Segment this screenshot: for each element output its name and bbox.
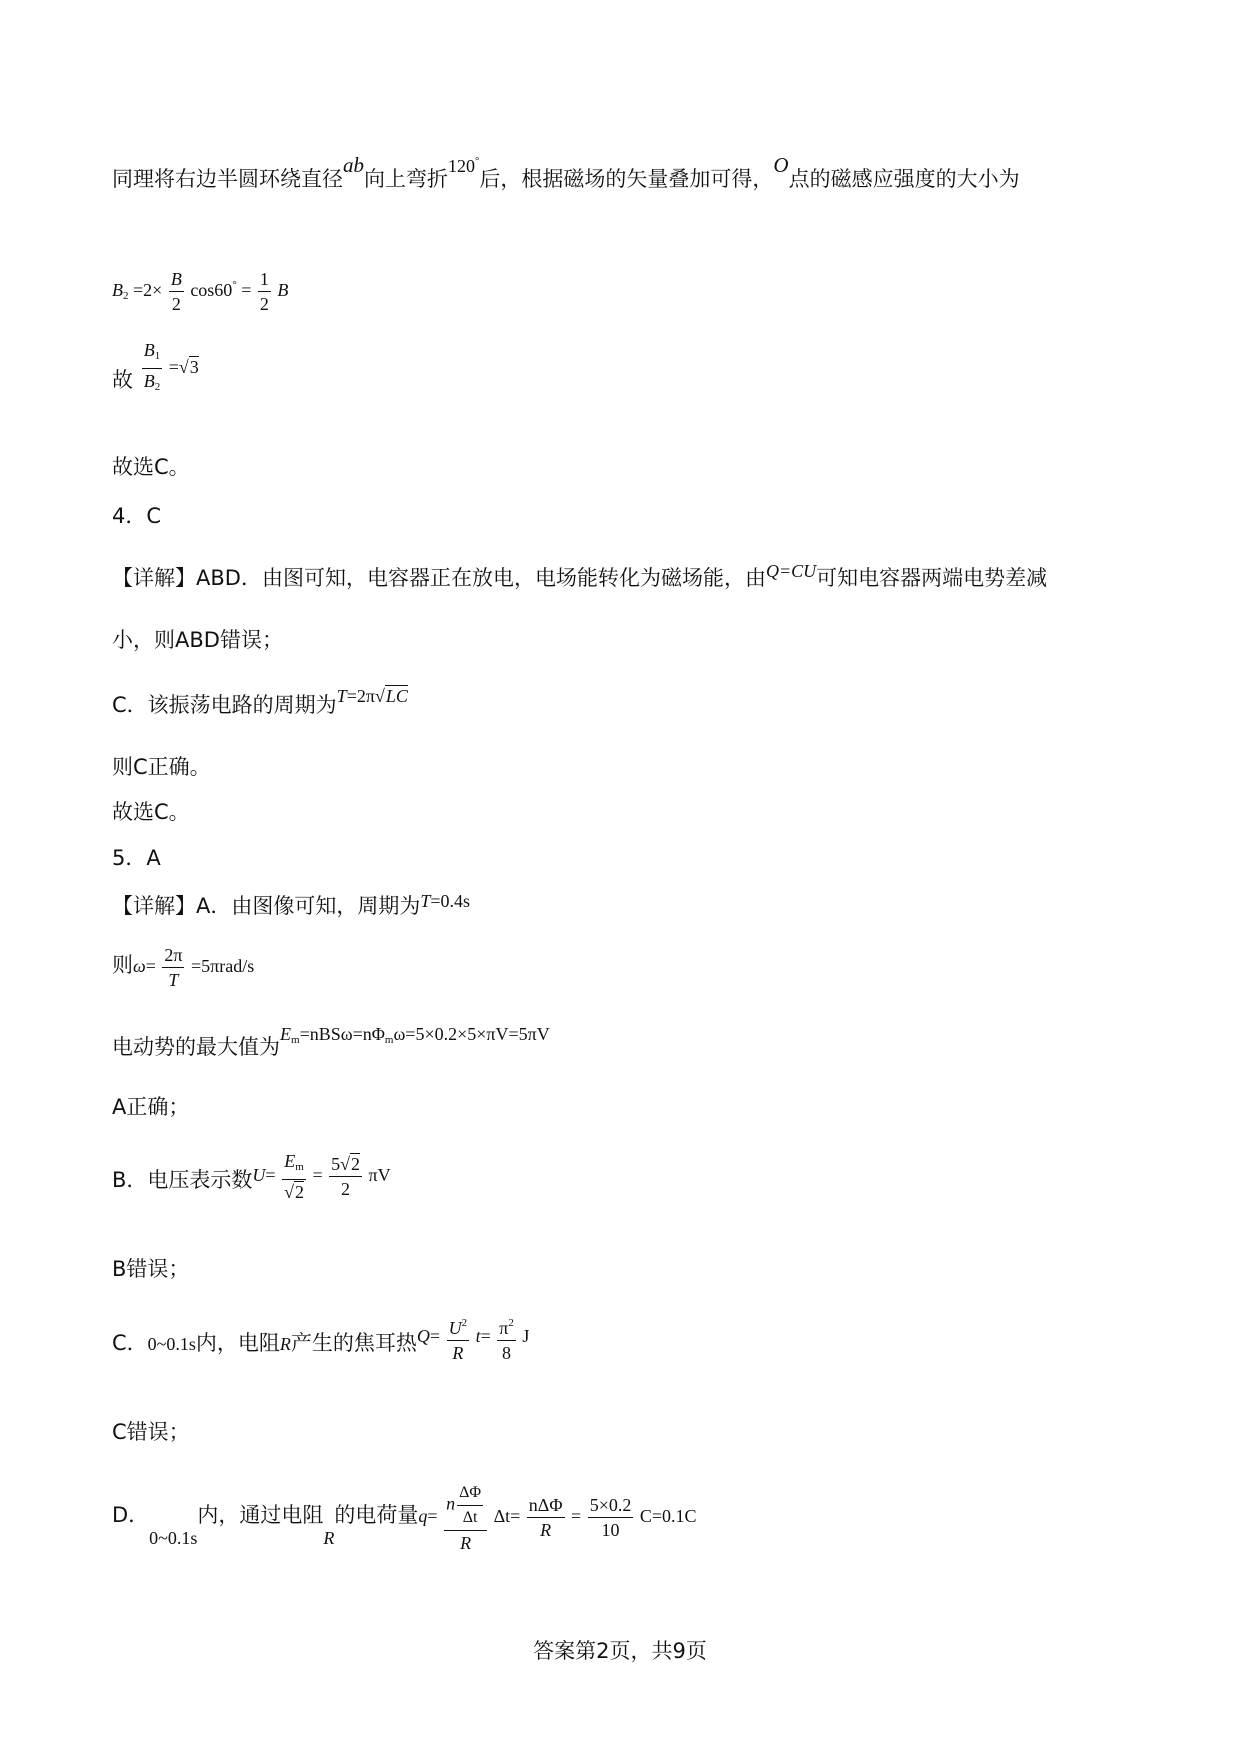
conclusion-line: 故选C。 [112, 455, 190, 479]
period-line: C．该振荡电路的周期为T=2π√LC [112, 686, 408, 717]
formula-omega: 则ω= $\frac{2\pi}{T}$ =5πrad/s [112, 945, 255, 991]
formula-ratio: 故 $\frac{B_1}{B_2}$ =√3 [112, 338, 199, 399]
conclusion-line: A正确； [112, 1095, 190, 1119]
conclusion-line: B错误； [112, 1257, 190, 1281]
page-footer: 答案第2页，共9页 [533, 1639, 707, 1663]
question-number: 4．C [112, 504, 162, 528]
detail-line: 【详解】A．由图像可知，周期为T=0.4s [112, 891, 471, 918]
joule-heat-line: C．0~0.1s内，电阻R产生的焦耳热Q= $\frac{U^2}{R}$ t= $\frac{\pi^2}{8}$ J [112, 1316, 530, 1363]
detail-line-cont: 小，则ABD错误； [112, 628, 283, 652]
voltmeter-line: B．电压表示数U= $\frac{E_m}{√2}$ = $\frac{5√2}{2}$ πV [112, 1151, 391, 1203]
charge-line: D．0~0.1s内，通过电阻R的电荷量q= n $\frac{\Delta\Phi}{\Delta t}$ R Δt= $\frac{\text{nΔΦ}}{R}$ = $\frac{5\times 0.2}{10}$ C=0.1C [112, 1483, 697, 1553]
conclusion-line: C错误； [112, 1420, 190, 1444]
conclusion-line: 则C正确。 [112, 755, 211, 779]
question-number: 5．A [112, 846, 161, 870]
conclusion-line: 故选C。 [112, 800, 190, 824]
formula-b2: $B_2 =2\times$ $\frac{B}{2}$ cos60° = $\frac{1}{2}$ B [112, 269, 289, 315]
line-superposition-intro: 同理将右边半圆环绕直径ab向上弯折120°后，根据磁场的矢量叠加可得，O点的磁感应强度的大小为 [112, 153, 1020, 191]
detail-line: 【详解】ABD．由图可知，电容器正在放电，电场能转化为磁场能，由Q=CU可知电容器两端电势差减 [112, 561, 1048, 590]
emf-line: 电动势的最大值为$E_m=nBS\omega=n\Phi_m\omega=5\times 0.2\times 5\times\pi V=5\pi V$ [112, 1024, 550, 1059]
